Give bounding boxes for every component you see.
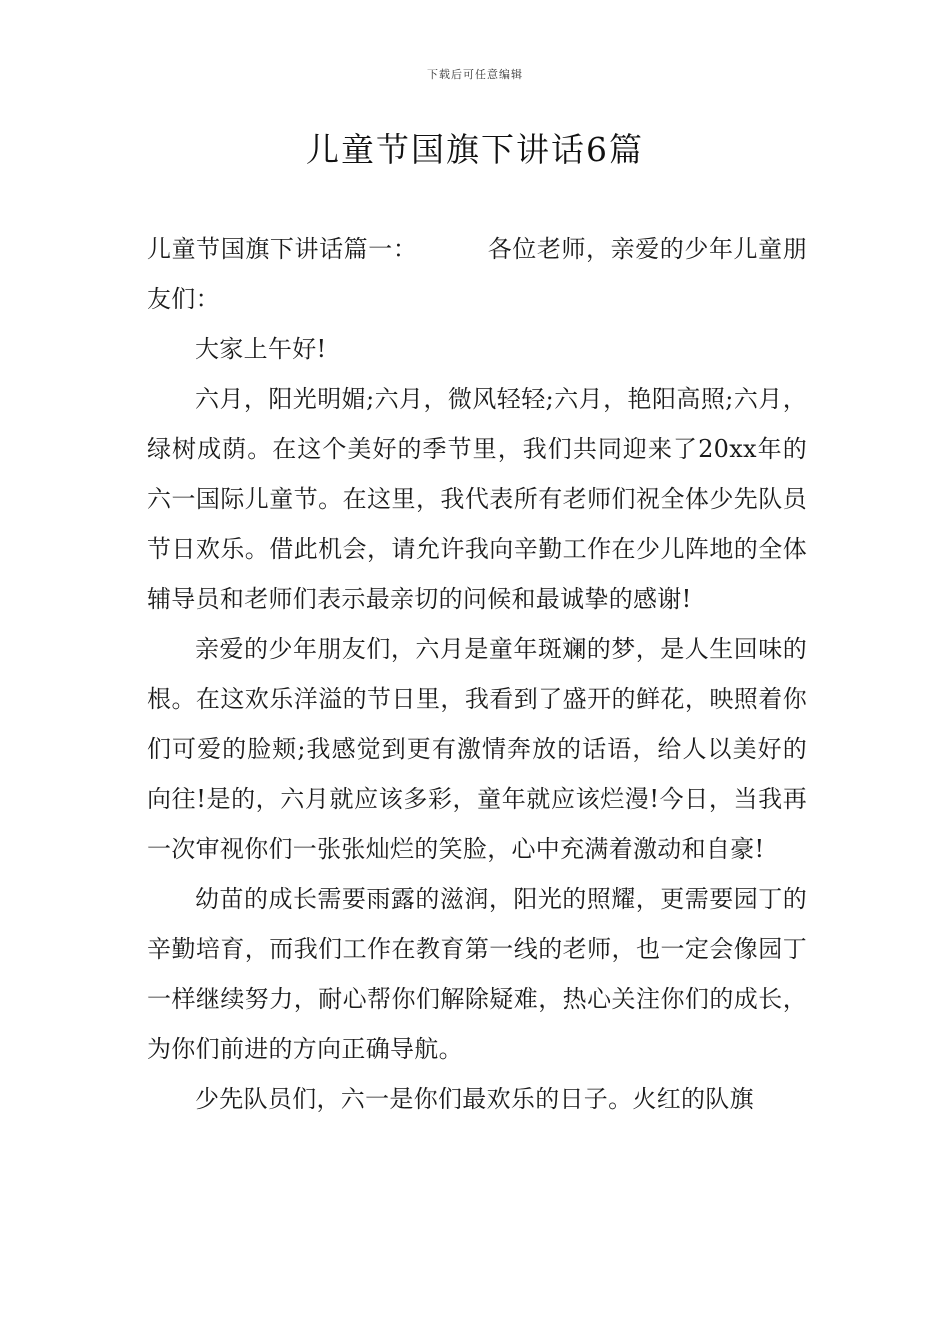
paragraph-june: 六月，阳光明媚;六月，微风轻轻;六月，艳阳高照;六月，绿树成荫。在这个美好的季节里，我们共同迎来了20xx年的六一国际儿童节。在这里，我代表所有老师们祝全体少先队员节日欢乐。借此机会，请允许我向辛勤工作在少儿阵地的全体辅导员和老师们表示最亲切的问候和最诚挚的感谢!	[147, 385, 807, 613]
paragraph-seedlings: 幼苗的成长需要雨露的滋润，阳光的照耀，更需要园丁的辛勤培育，而我们工作在教育第一线的老师，也一定会像园丁一样继续努力，耐心帮你们解除疑难，热心关注你们的成长，为你们前进的方向正确导航。	[147, 885, 807, 1063]
intro-text: 各位老师，亲爱的少年儿童朋友们：	[147, 235, 807, 313]
intro-paragraph	[147, 224, 807, 324]
paragraph-friends: 亲爱的少年朋友们，六月是童年斑斓的梦，是人生回味的根。在这欢乐洋溢的节日里，我看到了盛开的鲜花，映照着你们可爱的脸颊;我感觉到更有激情奔放的话语，给人以美好的向往!是的，六月就应该多彩，童年就应该烂漫!今日，当我再一次审视你们一张张灿烂的笑脸，心中充满着激动和自豪!	[147, 635, 807, 863]
paragraph-greeting: 大家上午好!	[195, 335, 327, 363]
intro-label: 儿童节国旗下讲话篇一：	[147, 235, 418, 263]
paragraph-pioneers: 少先队员们，六一是你们最欢乐的日子。火红的队旗	[195, 1085, 754, 1113]
document-body	[147, 224, 807, 1124]
document-title: 儿童节国旗下讲话6篇	[306, 130, 644, 169]
header-note: 下载后可任意编辑	[427, 68, 523, 81]
